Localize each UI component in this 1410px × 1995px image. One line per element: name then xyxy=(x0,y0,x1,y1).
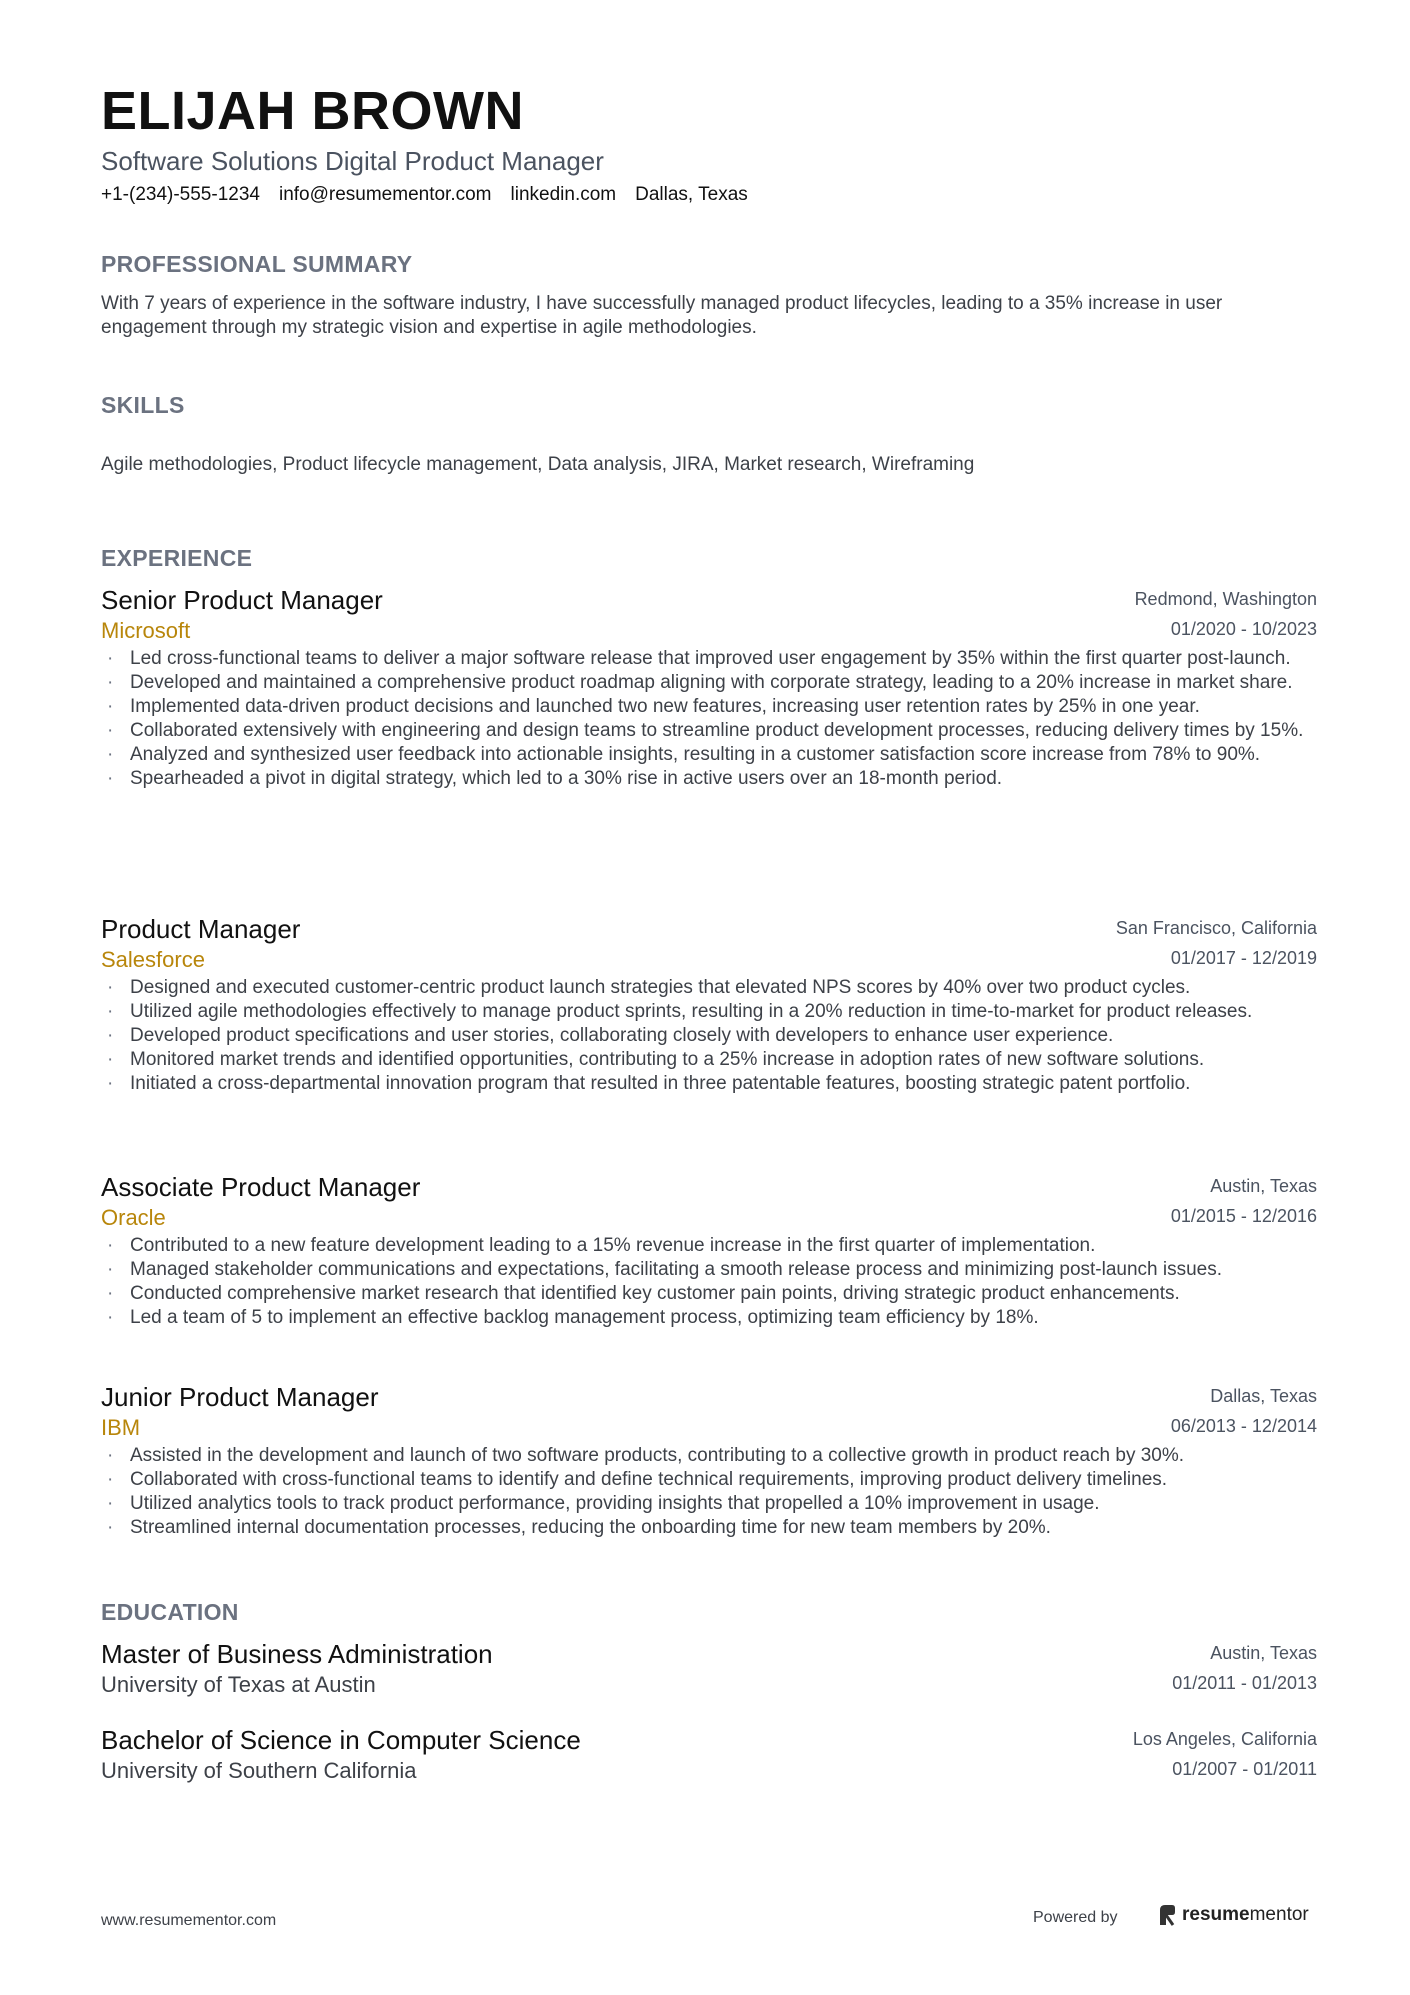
job-bullets xyxy=(101,1444,1317,1540)
bullet-item: · Conducted comprehensive market research that identified key customer pain points, driving strategic product enhancements. xyxy=(101,1282,1317,1306)
bullet-item: · Led a team of 5 to implement an effective backlog management process, optimizing team efficiency by 18%. xyxy=(101,1306,1317,1330)
education-heading: EDUCATION xyxy=(101,1599,239,1625)
job-bullets xyxy=(101,1234,1317,1330)
education-entry xyxy=(101,1725,1317,1787)
bullet-item: · Initiated a cross-departmental innovation program that resulted in three patentable features, boosting strategic patent portfolio. xyxy=(101,1072,1317,1096)
summary-text: With 7 years of experience in the software industry, I have successfully managed product lifecycles, leading to a 35% increase in user engagement through my strategic vision and expertise in agile methodologies. xyxy=(101,293,1223,338)
footer-url[interactable]: www.resumementor.com xyxy=(101,1912,277,1929)
education-dates: 01/2011 - 01/2013 xyxy=(1172,1673,1317,1693)
bullet-item: · Analyzed and synthesized user feedback into actionable insights, resulting in a customer satisfaction score increase from 78% to 90%. xyxy=(101,743,1317,767)
contact-linkedin[interactable]: linkedin.com xyxy=(510,184,617,205)
job-dates: 01/2015 - 12/2016 xyxy=(1170,1206,1317,1226)
skills-heading: SKILLS xyxy=(101,392,185,418)
job-location: Austin, Texas xyxy=(1210,1176,1317,1196)
education-degree: Master of Business Administration xyxy=(101,1639,493,1669)
bullet-item: · Assisted in the development and launch of two software products, contributing to a collective growth in product reach by 30%. xyxy=(101,1444,1317,1468)
experience-heading: EXPERIENCE xyxy=(101,545,253,571)
bullet-item: · Contributed to a new feature development leading to a 15% revenue increase in the first quarter of implementation. xyxy=(101,1234,1317,1258)
contact-email[interactable]: info@resumementor.com xyxy=(278,184,492,205)
job-bullets xyxy=(101,976,1317,1096)
bullet-item: · Spearheaded a pivot in digital strategy, which led to a 30% rise in active users over an 18-month period. xyxy=(101,767,1317,791)
contact-phone: +1-(234)-555-1234 xyxy=(101,184,260,205)
resumementor-logo-icon xyxy=(1158,1904,1176,1926)
summary-heading: PROFESSIONAL SUMMARY xyxy=(101,251,413,277)
job-role: Senior Product Manager xyxy=(101,585,383,615)
job-role: Product Manager xyxy=(101,914,301,944)
job-entry xyxy=(101,585,1317,791)
job-dates: 01/2017 - 12/2019 xyxy=(1170,948,1317,968)
job-location: Dallas, Texas xyxy=(1210,1386,1317,1406)
resumementor-logo-text: resumementor xyxy=(1182,1904,1309,1925)
education-location: Austin, Texas xyxy=(1210,1643,1317,1663)
bullet-item: · Utilized agile methodologies effectively to manage product sprints, resulting in a 20% reduction in time-to-market for product releases. xyxy=(101,1000,1317,1024)
job-company: IBM xyxy=(101,1415,141,1440)
job-company: Salesforce xyxy=(101,947,205,972)
job-entry xyxy=(101,914,1317,1096)
job-company: Microsoft xyxy=(101,618,191,643)
bullet-item: · Monitored market trends and identified opportunities, contributing to a 25% increase in adoption rates of new software solutions. xyxy=(101,1048,1317,1072)
job-location: San Francisco, California xyxy=(1115,918,1317,938)
bullet-item: · Led cross-functional teams to deliver a major software release that improved user engagement by 35% within the first quarter post-launch. xyxy=(101,647,1317,671)
job-dates: 01/2020 - 10/2023 xyxy=(1170,619,1317,639)
bullet-item: · Streamlined internal documentation processes, reducing the onboarding time for new team members by 20%. xyxy=(101,1516,1317,1540)
candidate-name: ELIJAH BROWN xyxy=(101,81,524,141)
job-entry xyxy=(101,1172,1317,1330)
skills-text: Agile methodologies, Product lifecycle management, Data analysis, JIRA, Market research, Wireframing xyxy=(101,454,975,475)
education-dates: 01/2007 - 01/2011 xyxy=(1172,1759,1317,1779)
job-location: Redmond, Washington xyxy=(1134,589,1317,609)
job-role: Junior Product Manager xyxy=(101,1382,379,1412)
bullet-item: · Designed and executed customer-centric product launch strategies that elevated NPS scores by 40% over two product cycles. xyxy=(101,976,1317,1000)
resumementor-logo[interactable] xyxy=(1158,1904,1309,1926)
education-school: University of Southern California xyxy=(101,1758,417,1783)
job-company: Oracle xyxy=(101,1205,166,1230)
job-bullets xyxy=(101,647,1317,791)
education-entry xyxy=(101,1639,1317,1701)
bullet-item: · Developed and maintained a comprehensive product roadmap aligning with corporate strategy, leading to a 20% increase in market share. xyxy=(101,671,1317,695)
education-location: Los Angeles, California xyxy=(1132,1729,1317,1749)
candidate-title: Software Solutions Digital Product Manager xyxy=(101,146,604,176)
bullet-item: · Utilized analytics tools to track product performance, providing insights that propelled a 10% improvement in usage. xyxy=(101,1492,1317,1516)
job-role: Associate Product Manager xyxy=(101,1172,421,1202)
powered-by-label: Powered by xyxy=(1033,1909,1118,1926)
contact-location: Dallas, Texas xyxy=(635,184,748,205)
job-entry xyxy=(101,1382,1317,1540)
contact-line xyxy=(101,184,748,206)
education-degree: Bachelor of Science in Computer Science xyxy=(101,1725,581,1755)
bullet-item: · Developed product specifications and user stories, collaborating closely with developers to enhance user experience. xyxy=(101,1024,1317,1048)
bullet-item: · Collaborated extensively with engineering and design teams to streamline product development processes, reducing delivery times by 15%. xyxy=(101,719,1317,743)
education-school: University of Texas at Austin xyxy=(101,1672,376,1697)
bullet-item: · Implemented data-driven product decisions and launched two new features, increasing user retention rates by 25% in one year. xyxy=(101,695,1317,719)
bullet-item: · Collaborated with cross-functional teams to identify and define technical requirements, improving product delivery timelines. xyxy=(101,1468,1317,1492)
bullet-item: · Managed stakeholder communications and expectations, facilitating a smooth release process and minimizing post-launch issues. xyxy=(101,1258,1317,1282)
job-dates: 06/2013 - 12/2014 xyxy=(1170,1416,1317,1436)
